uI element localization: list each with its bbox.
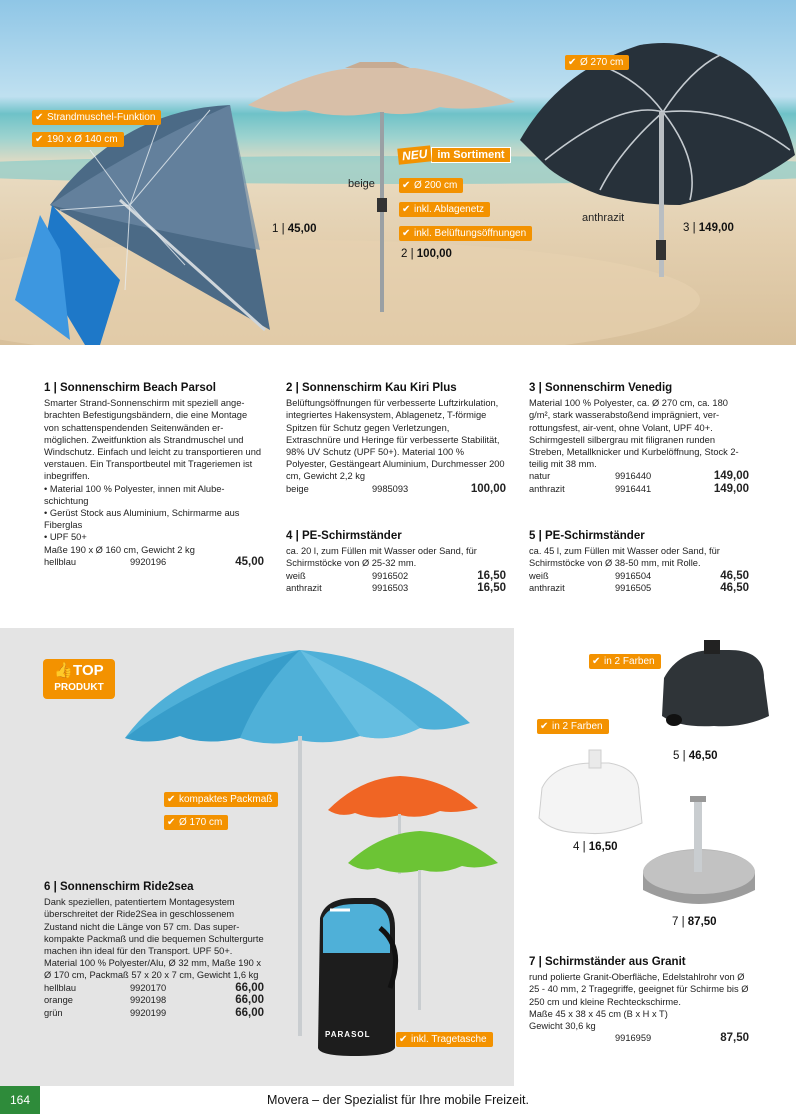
- product-title: 4 | PE-Schirmständer: [286, 530, 402, 542]
- product-title: 2 | Sonnenschirm Kau Kiri Plus: [286, 382, 457, 394]
- price-label-4: 4 | 16,50: [573, 841, 618, 853]
- footer-slogan: Movera – der Spezialist für Ihre mobile Freizeit.: [267, 1093, 529, 1107]
- bag-logo: PARASOL: [325, 1030, 371, 1039]
- variant-row: 9916959 87,50: [615, 1032, 749, 1045]
- feature-tag: ✔ Ø 170 cm: [164, 815, 228, 830]
- venedig-umbrella-image: [520, 43, 795, 277]
- price-label-5: 5 | 46,50: [673, 750, 718, 762]
- thumbs-up-icon: 👍: [54, 662, 74, 679]
- hero-image: [0, 0, 796, 345]
- price-label-2: 2 | 100,00: [401, 248, 452, 260]
- product-3-description: 3 | Sonnenschirm Venedig Material 100 % Polyester, ca. Ø 270 cm, ca. 180 g/m², stark wasserabstoßend imprägniert, verrottungsfest, air-vent, ohne Volant, UPF 40+. Schirmgestell silbergrau mit filigranen runden Streben, Metallknicker und Kurbelöffnung, Stock 2-teilig mit 38 mm. natur 9916440 149,00 anthrazit 9916441 149,00: [529, 382, 749, 495]
- price-label-3: 3 | 149,00: [683, 222, 734, 234]
- variant-row: anthrazit 9916505 46,50: [529, 582, 749, 595]
- feature-tag: ✔ inkl. Ablagenetz: [399, 202, 490, 217]
- feature-tag: ✔ Ø 200 cm: [399, 178, 463, 193]
- product-2-description: 2 | Sonnenschirm Kau Kiri Plus Belüftungsöffnungen für verbesserte Luftzirkulation, integriertes Hakensystem, Ablagenetz, T-förmige Spitzen für Schutz gegen Verletzungen, Extraschnüre und Heringe für verbesserte Stabilität, 98% UV Schutz (UPF 50+). Material 100 % Polyester, Gestängeart Aluminium, Durchmesser 200 cm, Gewicht 2,2 kg beige 9985093 100,00: [286, 382, 506, 495]
- product-1-description: 1 | Sonnenschirm Beach Parsol Smarter Strand-Sonnenschirm mit speziell angebrachten Befestigungsbändern, die eine Montage von schattenspendenden Seitenwänden ermöglichen. Zweitfunktion als Strandmuschel und Windschutz. Einfach und leicht zu transportieren und verstauen. Ein Transportbeutel mit Trageriemen ist inbegriffen. • Material 100 % Polyester, innen mit Alubeschichtung • Gerüst Stock aus Aluminium, Schirmarme aus Fiberglas • UPF 50+ Maße 190 x Ø 160 cm, Gewicht 2 kg hellblau 9920196 45,00: [44, 382, 264, 568]
- variant-row: weiß 9916504 46,50: [529, 569, 749, 582]
- variant-row: weiß 9916502 16,50: [286, 569, 506, 582]
- variant-row: natur 9916440 149,00: [529, 470, 749, 483]
- product-7-description: 7 | Schirmständer aus Granit rund polierte Granit-Oberfläche, Edelstahlrohr von Ø 25 - 40 mm, 2 Tragegriffe, geeignet für Schirme bis Ø 250 cm und kleine Rechteckschirme. Maße 45 x 38 x 45 cm (B x H x T) Gewicht 30,6 kg 9916959 87,50: [529, 956, 749, 1045]
- product-6-description: 6 | Sonnenschirm Ride2sea Dank speziellen, patentiertem Montagesystem überschreitet der Ride2Sea in geschlossenem Zustand nicht die Länge von 57 cm. Das superkompakte Packmaß und die bequemen Schultergurte machen ihn ideal für den Transport. UPF 50+. Material 100 % Polyester/Alu, Ø 32 mm, Maße 190 x Ø 170 cm, Packmaß 57 x 20 x 7 cm, Gewicht 1,6 kg hellblau 9920170 66,00 orange 9920198 66,00 grün 9920199 66,00: [44, 881, 264, 1019]
- product-5-description: 5 | PE-Schirmständer ca. 45 l, zum Füllen mit Wasser oder Sand, für Schirmstöcke von Ø 38-50 mm, mit Rolle. weiß 9916504 46,50 anthrazit 9916505 46,50: [529, 530, 749, 595]
- product-title: 1 | Sonnenschirm Beach Parsol: [44, 382, 216, 394]
- ride2sea-section: [0, 628, 514, 1086]
- new-badge: NEU im Sortiment: [398, 147, 511, 163]
- price-label-1: 1 | 45,00: [272, 223, 317, 235]
- feature-tag: ✔ inkl. Belüftungsöffnungen: [399, 226, 532, 241]
- color-label: anthrazit: [582, 212, 625, 224]
- feature-tag: ✔ kompaktes Packmaß: [164, 792, 278, 807]
- product-title: 5 | PE-Schirmständer: [529, 530, 645, 542]
- variant-row: hellblau 9920170 66,00: [44, 981, 264, 994]
- color-label: beige: [348, 178, 375, 190]
- product-4-description: 4 | PE-Schirmständer ca. 20 l, zum Füllen mit Wasser oder Sand, für Schirmstöcke von Ø 25-32 mm. weiß 9916502 16,50 anthrazit 9916503 16,50: [286, 530, 506, 595]
- feature-tag: ✔ in 2 Farben: [589, 654, 661, 669]
- product-title: 6 | Sonnenschirm Ride2sea: [44, 881, 194, 893]
- feature-tag: ✔ 190 x Ø 140 cm: [32, 132, 124, 147]
- top-product-badge: 👍TOP PRODUKT: [43, 659, 115, 699]
- product-title: 3 | Sonnenschirm Venedig: [529, 382, 673, 394]
- variant-row: orange 9920198 66,00: [44, 994, 264, 1007]
- feature-tag: ✔ inkl. Tragetasche: [396, 1032, 493, 1047]
- page-number: 164: [0, 1086, 40, 1114]
- product-title: 7 | Schirmständer aus Granit: [529, 956, 686, 968]
- variant-row: beige 9985093 100,00: [286, 482, 506, 495]
- feature-tag: ✔ Strandmuschel-Funktion: [32, 110, 161, 125]
- feature-tag: ✔ Ø 270 cm: [565, 55, 629, 70]
- variant-row: anthrazit 9916441 149,00: [529, 482, 749, 495]
- variant-row: hellblau 9920196 45,00: [44, 555, 264, 568]
- feature-tag: ✔ in 2 Farben: [537, 719, 609, 734]
- price-label-7: 7 | 87,50: [672, 916, 717, 928]
- variant-row: grün 9920199 66,00: [44, 1006, 264, 1019]
- umbrella-stands-illustration: [514, 628, 796, 948]
- variant-row: anthrazit 9916503 16,50: [286, 582, 506, 595]
- beach-scene: [0, 0, 796, 345]
